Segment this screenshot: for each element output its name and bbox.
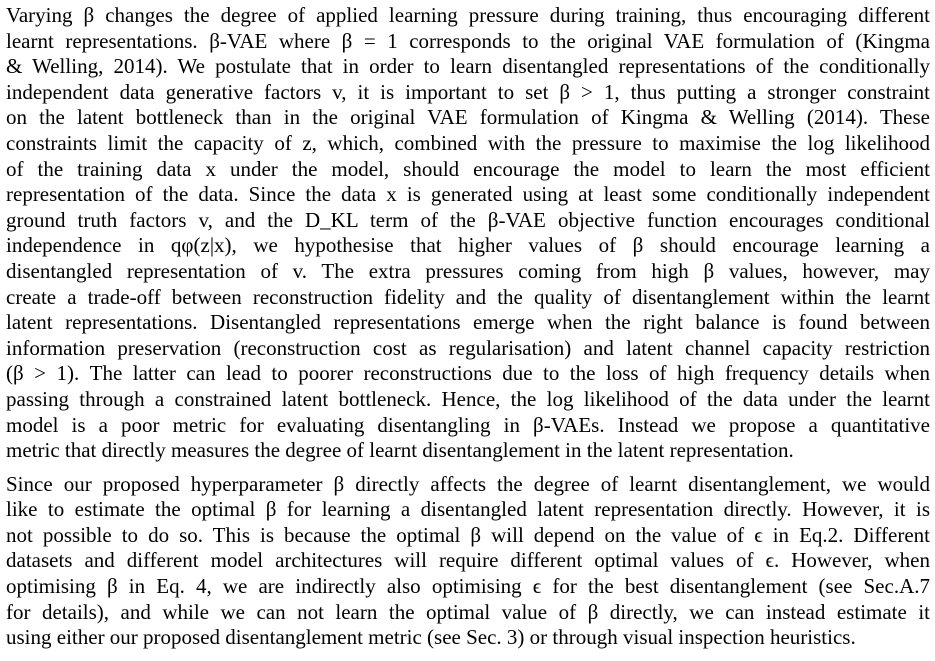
text-line: datasets and different model architectures will require different optimal values of ϵ. However, when — [6, 548, 930, 573]
text-line: & Welling, 2014). We postulate that in order to learn disentangled representations of the conditionally — [6, 54, 930, 79]
text-line: representation of the data. Since the data x is generated using at least some conditionally independent — [6, 182, 930, 207]
text-line: latent representations. Disentangled representations emerge when the right balance is found between — [6, 310, 930, 335]
text-line: disentangled representation of v. The extra pressures coming from high β values, however, may — [6, 258, 930, 283]
text-line: passing through a constrained latent bottleneck. Hence, the log likelihood of the data under the learnt — [6, 386, 930, 411]
paragraph-1 — [6, 3, 930, 464]
paper-page — [6, 3, 930, 651]
text-line: learnt representations. β-VAE where β = 1 corresponds to the original VAE formulation of (Kingma — [6, 28, 930, 53]
text-line: independence in qφ(z|x), we hypothesise that higher values of β should encourage learning a — [6, 233, 930, 258]
text-line: of the training data x under the model, should encourage the model to learn the most efficient — [6, 156, 930, 181]
text-line: for details), and while we can not learn the optimal value of β directly, we can instead estimate it — [6, 599, 930, 624]
text-line: Since our proposed hyperparameter β directly affects the degree of learnt disentanglement, we would — [6, 471, 930, 496]
text-line: using either our proposed disentanglement metric (see Sec. 3) or through visual inspection heuristics. — [6, 625, 856, 650]
text-line: information preservation (reconstruction cost as regularisation) and latent channel capacity restriction — [6, 335, 930, 360]
text-line: ground truth factors v, and the D_KL term of the β-VAE objective function encourages conditional — [6, 207, 930, 232]
text-line: model is a poor metric for evaluating disentangling in β-VAEs. Instead we propose a quantitative — [6, 412, 930, 437]
text-line: Varying β changes the degree of applied learning pressure during training, thus encouraging different — [6, 3, 930, 27]
text-line: not possible to do so. This is because the optimal β will depend on the value of ϵ in Eq.2. Different — [6, 522, 930, 547]
text-line: independent data generative factors v, it is important to set β > 1, thus putting a stronger constraint — [6, 79, 930, 104]
paragraph-2 — [6, 472, 930, 651]
text-line: constraints limit the capacity of z, which, combined with the pressure to maximise the log likelihood — [6, 130, 930, 155]
text-line: metric that directly measures the degree of learnt disentanglement in the latent representation. — [6, 438, 794, 463]
text-line: on the latent bottleneck than in the original VAE formulation of Kingma & Welling (2014). These — [6, 105, 930, 130]
text-line: optimising β in Eq. 4, we are indirectly also optimising ϵ for the best disentanglement (see Sec.A.7 — [6, 574, 930, 599]
text-line: like to estimate the optimal β for learning a disentangled latent representation directly. However, it is — [6, 497, 930, 522]
text-line: (β > 1). The latter can lead to poorer reconstructions due to the loss of high frequency details when — [6, 361, 930, 386]
text-line: create a trade-off between reconstruction fidelity and the quality of disentanglement within the learnt — [6, 284, 930, 309]
